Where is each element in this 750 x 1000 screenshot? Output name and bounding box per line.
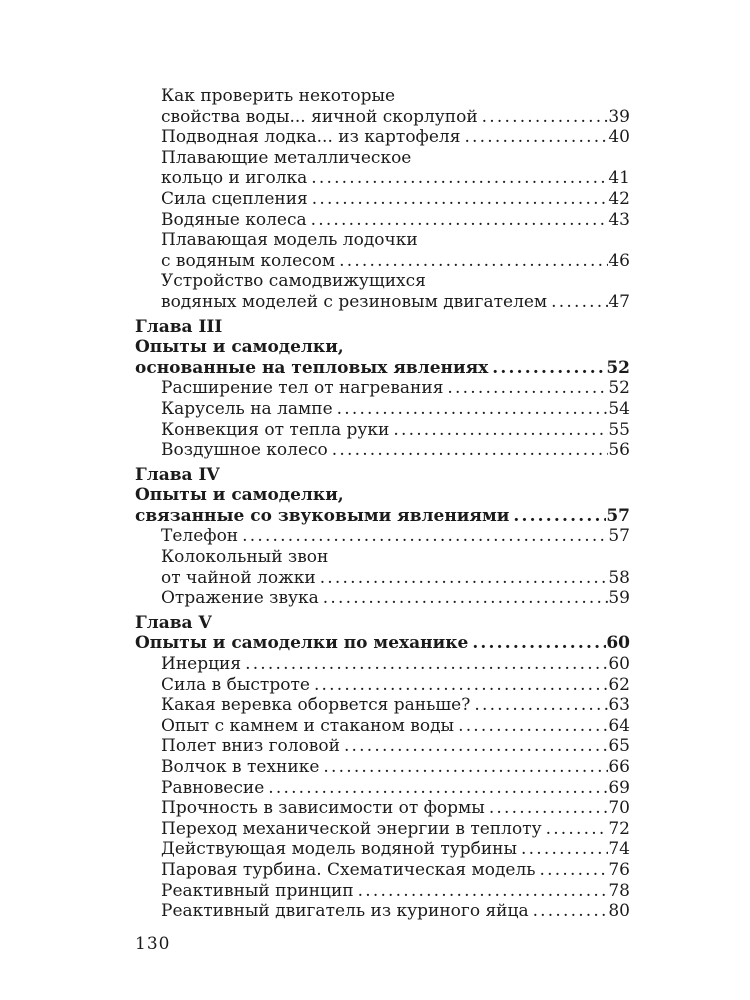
toc-entry-line [135, 168, 630, 189]
page-ref: 59 [608, 588, 630, 609]
chapter-title-line [135, 633, 630, 654]
dot-leader-icon [536, 860, 608, 881]
toc-line-text: Инерция [161, 654, 242, 675]
page-ref: 69 [608, 777, 630, 798]
dot-leader-icon [478, 107, 608, 128]
dot-leader-icon [319, 588, 608, 609]
chapter-label-line [135, 465, 630, 486]
toc-entry-line [135, 757, 630, 778]
page-ref: 55 [608, 419, 630, 440]
page-ref: 76 [608, 859, 630, 880]
toc-entry-line [135, 716, 630, 737]
page-ref: 57 [608, 526, 630, 547]
toc-entry-line [135, 547, 630, 568]
toc-line-text: связанные со звуковыми явлениями [135, 505, 510, 526]
toc-line-text: Телефон [161, 526, 239, 547]
page-ref: 70 [608, 798, 630, 819]
dot-leader-icon [443, 378, 608, 399]
toc-entry-line [135, 798, 630, 819]
toc-line-text: кольцо и иголка [161, 168, 308, 189]
dot-leader-icon [354, 881, 608, 902]
dot-leader-icon [307, 168, 608, 189]
page-ref: 52 [606, 357, 630, 378]
toc-line-text: Полет вниз головой [161, 736, 340, 757]
toc-entry-line [135, 736, 630, 757]
page-ref: 78 [608, 880, 630, 901]
dot-leader-icon [307, 210, 608, 231]
toc-entry-line [135, 127, 630, 148]
toc-line-text: Плавающая модель лодочки [161, 230, 418, 251]
dot-leader-icon [542, 819, 608, 840]
toc-entry-line [135, 378, 630, 399]
page-ref: 80 [608, 901, 630, 922]
toc-entry-line [135, 860, 630, 881]
page-ref: 64 [608, 715, 630, 736]
toc-entry-line [135, 675, 630, 696]
toc-line-text: Отражение звука [161, 588, 319, 609]
chapter-label-line [135, 317, 630, 338]
dot-leader-icon [509, 506, 606, 527]
toc-chapter-section [135, 317, 630, 461]
toc-entry-line [135, 526, 630, 547]
dot-leader-icon [529, 901, 608, 922]
chapter-title-line [135, 506, 630, 527]
chapter-title-line [135, 337, 630, 358]
page-ref: 74 [608, 839, 630, 860]
dot-leader-icon [319, 757, 608, 778]
toc-line-text: Колокольный звон [161, 547, 329, 568]
dot-leader-icon [488, 358, 606, 379]
page-ref: 65 [608, 736, 630, 757]
chapter-title-line [135, 358, 630, 379]
toc-line-text: Расширение тел от нагревания [161, 378, 444, 399]
toc-line-text: Глава IV [135, 464, 220, 485]
toc-line-text: Карусель на лампе [161, 398, 333, 419]
dot-leader-icon [389, 420, 608, 441]
page-ref: 60 [608, 654, 630, 675]
toc-entry-line [135, 189, 630, 210]
page-ref: 54 [608, 398, 630, 419]
dot-leader-icon [340, 736, 608, 757]
toc-entry-line [135, 148, 630, 169]
toc-line-text: Сила в быстроте [161, 674, 310, 695]
toc-line-text: Волчок в технике [161, 757, 320, 777]
dot-leader-icon [316, 568, 608, 589]
chapter-title-line [135, 485, 630, 506]
toc-line-text: основанные на тепловых явлениях [135, 357, 489, 378]
toc-line-text: Как проверить некоторые [161, 86, 396, 106]
toc-line-text: Равновесие [161, 777, 265, 798]
page-ref: 52 [608, 378, 630, 399]
toc-entry-line [135, 901, 630, 922]
dot-leader-icon [308, 189, 608, 210]
toc-entry-line [135, 399, 630, 420]
page-ref: 66 [608, 757, 630, 777]
toc-chapter-section [135, 613, 630, 922]
toc-line-text: Водяные колеса [161, 209, 307, 230]
dot-leader-icon [454, 716, 608, 737]
page-ref: 47 [608, 291, 630, 312]
page-ref: 56 [608, 440, 630, 461]
dot-leader-icon [335, 251, 608, 272]
toc-line-text: Конвекция от тепла руки [161, 419, 390, 440]
toc-line-text: Опыты и самоделки, [135, 485, 344, 506]
toc-entry-line [135, 588, 630, 609]
toc-line-text: Реактивный двигатель из куриного яйца [161, 901, 529, 922]
toc-line-text: Паровая турбина. Схематическая модель [161, 859, 536, 880]
page-ref: 41 [608, 168, 630, 189]
page-ref: 43 [608, 209, 630, 230]
toc-entry-line [135, 881, 630, 902]
dot-leader-icon [547, 292, 608, 313]
toc-line-text: от чайной ложки [161, 567, 316, 588]
toc-line-text: водяных моделей с резиновым двигателем [161, 291, 548, 312]
toc-entry-line [135, 271, 630, 292]
toc-entry-line [135, 86, 630, 107]
page-ref: 39 [608, 106, 630, 127]
page-ref: 58 [608, 567, 630, 588]
page-ref: 57 [606, 505, 630, 526]
dot-leader-icon [517, 839, 608, 860]
toc-line-text: Глава V [135, 612, 212, 633]
toc-line-text: Устройство самодвижущихся [161, 271, 426, 292]
page-ref: 62 [608, 674, 630, 695]
toc-line-text: Переход механической энергии в теплоту [161, 818, 542, 839]
toc-line-text: с водяным колесом [161, 250, 336, 271]
page-ref: 72 [608, 818, 630, 839]
chapter-label-line [135, 613, 630, 634]
toc-line-text: Сила сцепления [161, 188, 308, 209]
dot-leader-icon [333, 399, 608, 420]
page-ref: 46 [608, 250, 630, 271]
dot-leader-icon [470, 695, 608, 716]
page-number: 130 [135, 934, 171, 954]
toc-line-text: Воздушное колесо [161, 440, 328, 461]
toc-entry-line [135, 654, 630, 675]
toc-chapter-section [135, 465, 630, 609]
toc-line-text: Прочность в зависимости от формы [161, 798, 485, 819]
toc-entry-line [135, 230, 630, 251]
dot-leader-icon [468, 633, 606, 654]
dot-leader-icon [328, 440, 608, 461]
dot-leader-icon [264, 778, 608, 799]
toc-line-text: Опыты и самоделки, [135, 337, 344, 358]
toc-line-text: Подводная лодка... из картофеля [161, 127, 461, 148]
toc-entry-line [135, 420, 630, 441]
toc-entry-line [135, 107, 630, 128]
page-ref: 42 [608, 188, 630, 209]
toc-entry-line [135, 210, 630, 231]
toc-entry-line [135, 568, 630, 589]
toc-entry-line [135, 695, 630, 716]
toc-entry-line [135, 819, 630, 840]
dot-leader-icon [241, 654, 608, 675]
page-ref: 60 [606, 633, 630, 654]
toc-line-text: свойства воды... яичной скорлупой [161, 106, 478, 127]
toc-entry-line [135, 839, 630, 860]
toc-entry-line [135, 292, 630, 313]
toc-section [135, 86, 630, 313]
toc-line-text: Реактивный принцип [161, 880, 354, 901]
toc-entry-line [135, 251, 630, 272]
toc-line-text: Какая веревка оборвется раньше? [161, 695, 471, 716]
table-of-contents [135, 86, 630, 922]
dot-leader-icon [485, 798, 608, 819]
toc-entry-line [135, 778, 630, 799]
toc-line-text: Опыты и самоделки по механике [135, 633, 469, 654]
toc-entry-line [135, 440, 630, 461]
page-ref: 40 [608, 127, 630, 148]
toc-line-text: Плавающие металлическое [161, 147, 412, 168]
toc-line-text: Действующая модель водяной турбины [161, 839, 518, 860]
toc-line-text: Опыт с камнем и стаканом воды [161, 715, 455, 736]
dot-leader-icon [238, 526, 608, 547]
page-ref: 63 [608, 695, 630, 716]
dot-leader-icon [310, 675, 608, 696]
toc-line-text: Глава III [135, 316, 223, 337]
dot-leader-icon [460, 127, 608, 148]
